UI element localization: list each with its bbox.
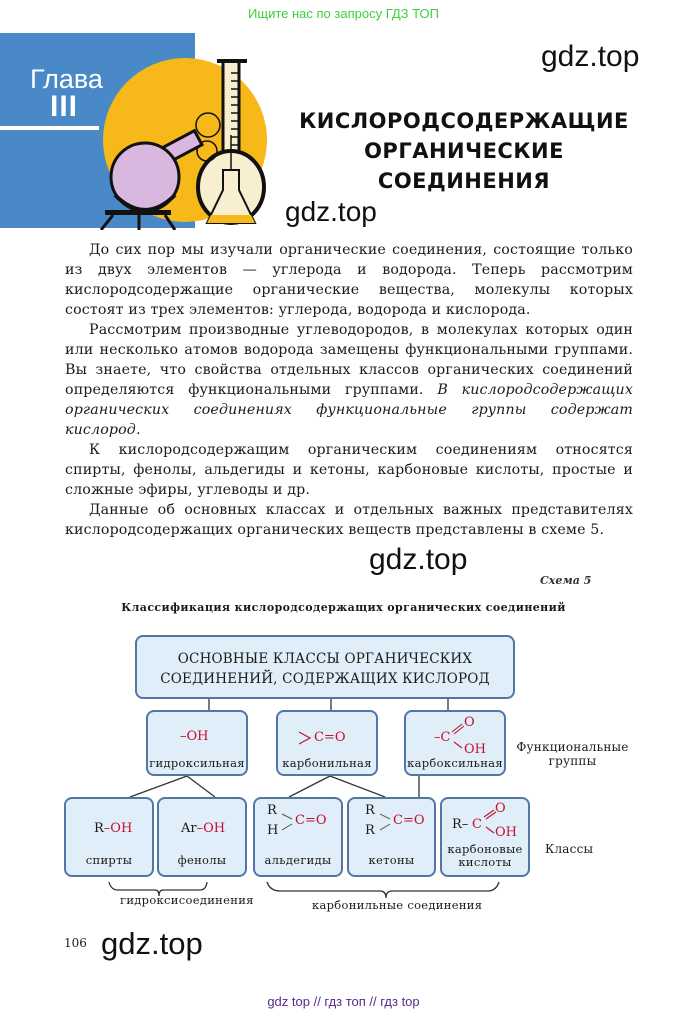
class-name: фенолы — [177, 853, 227, 867]
paragraph: К кислородсодержащим органическим соединениям относятся спирты, фенолы, альдегиды и кетоны, карбоновые кислоты, простые и сложные эфиры, углеводы и др. — [65, 442, 633, 498]
chapter-title-line: ОРГАНИЧЕСКИЕ — [364, 139, 564, 163]
watermark: gdz.top — [101, 926, 203, 961]
class-name-line: карбоновые — [447, 842, 523, 856]
label-line: группы — [548, 754, 597, 768]
functional-groups-label — [510, 740, 635, 768]
formula-oxygen: O — [464, 715, 475, 730]
paragraph-emphasis: В кислородсодержащих органических соединениях функциональные группы содержат кислород. — [65, 382, 633, 438]
radical: R– — [452, 817, 469, 832]
hydrogen: H — [267, 823, 279, 838]
functional-group-hydroxyl — [146, 710, 248, 776]
classes-label: Классы — [545, 842, 594, 856]
class-carboxylic-acids — [440, 797, 530, 877]
functional-group-carbonyl — [276, 710, 378, 776]
radical: Ar — [181, 821, 197, 836]
radical: R — [267, 803, 277, 818]
formula-oxygen: O — [495, 801, 506, 816]
formula: –OH — [180, 729, 209, 744]
chapter-title — [292, 106, 636, 196]
bond-lines-icon — [298, 730, 312, 746]
group-name: гидроксильная — [149, 756, 245, 770]
formula: C=O — [393, 813, 425, 828]
chapter-rule — [0, 126, 99, 130]
page-number: 106 — [64, 936, 87, 950]
formula-carbon: –C — [434, 730, 451, 745]
group-name: карбоксильная — [407, 756, 503, 770]
brace-label-carbonyl: карбонильные соединения — [312, 898, 483, 912]
formula-hydroxyl: OH — [495, 825, 517, 840]
formula: C=O — [314, 730, 346, 745]
class-name: альдегиды — [264, 853, 332, 867]
group: –OH — [103, 821, 133, 836]
label-line: Функциональные — [516, 740, 629, 754]
formula — [94, 821, 132, 836]
formula-carbon: C — [472, 817, 482, 832]
formula-hydroxyl: OH — [464, 742, 486, 757]
schema-label: Схема 5 — [540, 574, 592, 587]
watermark: gdz.top — [541, 40, 640, 73]
radical: R — [365, 823, 375, 838]
formula — [181, 821, 225, 836]
paragraph: Данные об основных классах и отдельных важных представителях кислородсодержащих органических веществ представлены в схеме 5. — [65, 502, 633, 538]
group-name: карбонильная — [282, 756, 372, 770]
chapter-title-line: КИСЛОРОДСОДЕРЖАЩИЕ — [299, 109, 629, 133]
chapter-word: Глава — [30, 64, 103, 94]
main-box-line: ОСНОВНЫЕ КЛАССЫ ОРГАНИЧЕСКИХ — [177, 651, 473, 667]
paragraph — [65, 320, 633, 440]
class-name — [442, 843, 528, 869]
class-ketones — [347, 797, 436, 877]
functional-group-carboxyl — [404, 710, 506, 776]
chapter-number: III — [50, 90, 79, 123]
main-box-line: СОЕДИНЕНИЙ, СОДЕРЖАЩИХ КИСЛОРОД — [160, 671, 490, 687]
paragraph-text: Рассмотрим производные углеводородов, в молекулах которых один или несколько атомов водорода замещены функциональными группами. Вы знаете, что свойства отдельных классов органических соединений определяются функциональными группами. — [65, 322, 633, 398]
class-aldehydes — [253, 797, 343, 877]
class-phenols — [157, 797, 247, 877]
body-text — [65, 240, 633, 540]
paragraph: До сих пор мы изучали органические соединения, состоящие только из двух элементов — углерода и водорода. Теперь рассмотрим кислородсодержащие органические вещества, молекулы которых состоят из трех элементов: углерода, водорода и кислорода. — [65, 242, 633, 318]
chapter-title-line: СОЕДИНЕНИЯ — [377, 169, 551, 193]
formula: C=O — [295, 813, 327, 828]
radical: R — [365, 803, 375, 818]
watermark: gdz.top — [369, 543, 468, 576]
class-alcohols — [64, 797, 154, 877]
class-name-line: кислоты — [458, 855, 512, 869]
footer-links[interactable]: gdz top // гдз топ // гдз top — [267, 994, 420, 1009]
main-classes-box — [135, 635, 515, 699]
group: –OH — [196, 821, 226, 836]
class-name: спирты — [85, 853, 133, 867]
watermark: gdz.top — [285, 196, 377, 227]
search-banner: Ищите нас по запросу ГДЗ ТОП — [248, 6, 439, 21]
bond-lines-icon — [379, 811, 393, 833]
radical: R — [94, 821, 104, 836]
class-name: кетоны — [368, 853, 415, 867]
brace-label-hydroxy: гидроксисоединения — [120, 893, 254, 907]
chemistry-glassware-icon — [95, 55, 295, 230]
schema-title: Классификация кислородсодержащих органических соединений — [121, 601, 566, 614]
bond-lines-icon — [281, 811, 295, 833]
